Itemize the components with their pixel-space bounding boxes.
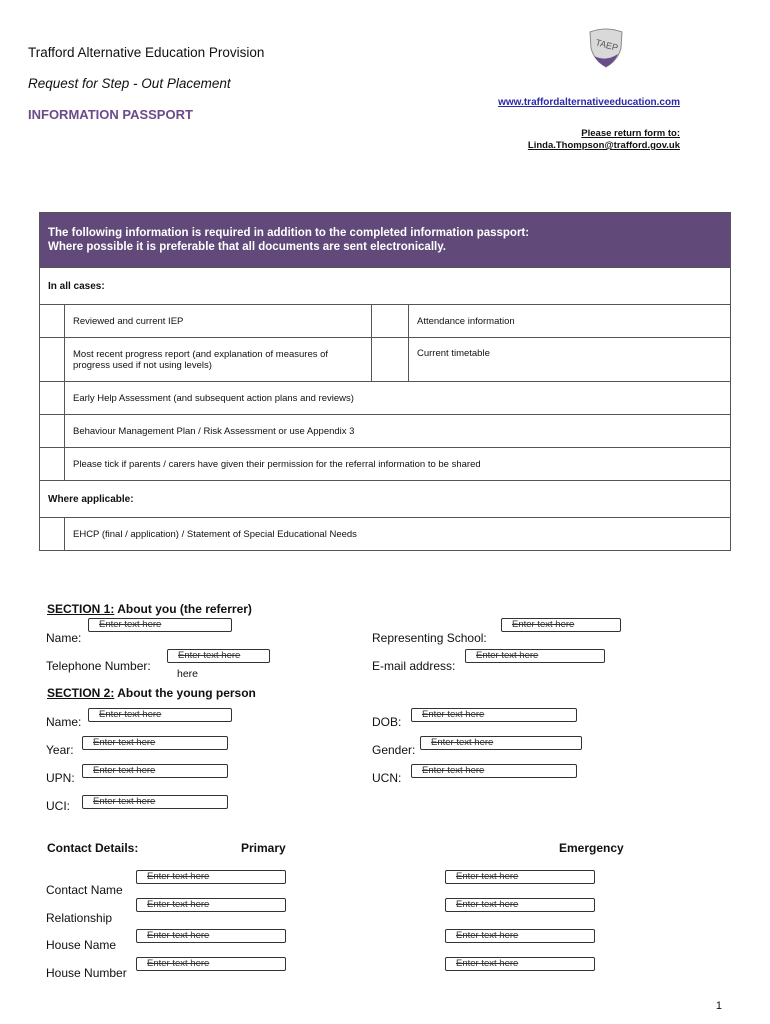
young-person-name-label: Name: [46,715,82,729]
ehcp-label: EHCP (final / application) / Statement of Special Educational Needs [65,518,731,551]
behaviour-label: Behaviour Management Plan / Risk Assessment or use Appendix 3 [65,415,731,448]
house-number-label: House Number [46,966,127,980]
contact-name-label: Contact Name [46,883,123,897]
house-name-label: House Name [46,938,117,952]
iep-checkbox[interactable] [40,305,65,338]
uci-label: UCI: [46,799,70,813]
phone-input[interactable]: Enter text here [167,649,270,663]
primary-house-name-input[interactable]: Enter text here [136,929,286,943]
requirements-header-line2: Where possible it is preferable that all documents are sent electronically. [48,241,446,253]
requirements-header-line1: The following information is required in addition to the completed information passport: [48,227,530,239]
website-link[interactable]: www.traffordalternativeeducation.com [498,97,680,108]
primary-relationship-input[interactable]: Enter text here [136,898,286,912]
upn-input[interactable]: Enter text here [82,764,228,778]
referrer-name-input[interactable]: Enter text here [88,618,232,632]
relationship-label: Relationship [46,911,113,925]
gender-input[interactable]: Enter text here [420,736,582,750]
primary-contact-name-input[interactable]: Enter text here [136,870,286,884]
return-info [528,128,680,152]
timetable-checkbox[interactable] [372,338,409,382]
taep-shield-logo [584,26,628,70]
permission-label: Please tick if parents / carers have given their permission for the referral information to be shared [65,448,731,481]
section2-title-rest: About the young person [114,686,256,700]
iep-label: Reviewed and current IEP [65,305,372,338]
section2-prefix: SECTION 2: [47,686,115,700]
early-help-label: Early Help Assessment (and subsequent action plans and reviews) [65,382,731,415]
ehcp-checkbox[interactable] [40,518,65,551]
school-input[interactable]: Enter text here [501,618,621,632]
progress-checkbox[interactable] [40,338,65,382]
attendance-label: Attendance information [409,305,731,338]
org-name: Trafford Alternative Education Provision [28,45,265,60]
emergency-contact-name-input[interactable]: Enter text here [445,870,595,884]
young-person-name-input[interactable]: Enter text here [88,708,232,722]
logo-lettering: TAEP [594,37,620,53]
return-email-link[interactable]: Linda.Thompson@trafford.gov.uk [527,140,680,151]
permission-checkbox[interactable] [40,448,65,481]
dob-label: DOB: [372,715,402,729]
timetable-label: Current timetable [409,338,731,382]
ucn-input[interactable]: Enter text here [411,764,577,778]
behaviour-checkbox[interactable] [40,415,65,448]
emergency-house-name-input[interactable]: Enter text here [445,929,595,943]
early-help-checkbox[interactable] [40,382,65,415]
emergency-heading: Emergency [559,841,624,855]
ucn-label: UCN: [372,771,402,785]
section1-prefix: SECTION 1: [47,602,115,616]
page-number: 1 [715,1000,722,1012]
progress-label: Most recent progress report (and explanation of measures of progress used if not using levels) [65,338,372,382]
email-input[interactable]: Enter text here [465,649,605,663]
all-cases-label: In all cases: [40,268,731,305]
emergency-relationship-input[interactable]: Enter text here [445,898,595,912]
year-label: Year: [46,743,74,757]
return-label: Please return form to: [581,128,680,139]
primary-house-number-input[interactable]: Enter text here [136,957,286,971]
passport-title: INFORMATION PASSPORT [28,107,193,122]
dob-input[interactable]: Enter text here [411,708,577,722]
contact-details-title: Contact Details: [47,841,139,855]
emergency-house-number-input[interactable]: Enter text here [445,957,595,971]
attendance-checkbox[interactable] [372,305,409,338]
section1-title [47,602,252,616]
requirements-header [40,213,731,268]
section1-title-rest: About you (the referrer) [114,602,252,616]
section2-title [47,686,256,700]
uci-input[interactable]: Enter text here [82,795,228,809]
year-input[interactable]: Enter text here [82,736,228,750]
referrer-name-label: Name: [46,631,82,645]
phone-input-overflow: here [177,668,199,680]
email-label: E-mail address: [372,659,456,673]
where-applicable-label: Where applicable: [40,481,731,518]
primary-heading: Primary [241,841,286,855]
gender-label: Gender: [372,743,416,757]
request-title: Request for Step - Out Placement [28,76,231,91]
upn-label: UPN: [46,771,75,785]
requirements-table [39,212,731,551]
phone-label: Telephone Number: [46,659,151,673]
school-label: Representing School: [372,631,487,645]
